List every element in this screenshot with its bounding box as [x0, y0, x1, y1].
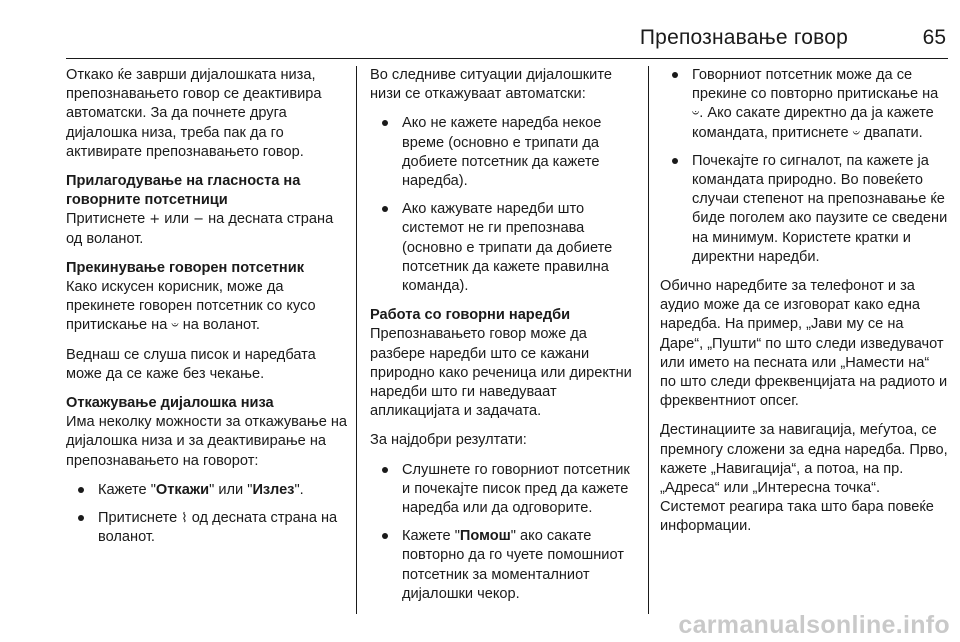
- list-item: Кажете "Откажи" или "Излез".: [66, 481, 348, 500]
- column-divider: [648, 66, 649, 614]
- voice-button-icon: 𝄑: [692, 106, 700, 122]
- list-item: Почекајте го сигналот, па кажете ја командата природно. Во повеќето случаи степенот на препознавање ќе биде поголем ако паузите се сведени на минимум. Користете кратки и директни наредби.: [660, 152, 948, 267]
- column-divider: [356, 66, 357, 614]
- section-heading: Работа со говорни наредби: [370, 307, 571, 324]
- header-divider: [66, 58, 948, 59]
- page-title: Препознавање говор: [639, 26, 848, 49]
- paragraph: Веднаш се слуша писок и наредбата може да се каже без чекање.: [66, 346, 316, 382]
- list-item: Слушнете го говорниот потсетник и почекајте писок пред да кажете наредба или да одговорите.: [370, 461, 640, 519]
- voice-button-icon: 𝄑: [852, 125, 860, 141]
- column-right: [660, 66, 948, 547]
- paragraph: Има неколку можности за откажување на дијалошка низа и за деактивирање на препознавањето на говорот:: [66, 414, 348, 469]
- voice-button-icon: 𝄑: [171, 318, 179, 334]
- paragraph: Притиснете + или − на десната страна од воланот.: [66, 211, 334, 247]
- bullet-list: [66, 481, 348, 548]
- bullet-list: [370, 461, 640, 604]
- paragraph: За најдобри резултати:: [370, 432, 527, 449]
- section-heading: Откажување дијалошка низа: [66, 395, 274, 412]
- list-item: Ако кажувате наредби што системот не ги препознава (основно е трипати да добиете потсетник да кажете правилна команда).: [370, 200, 640, 296]
- list-item: Притиснете ⌇ од десната страна на воланот.: [66, 509, 348, 547]
- hang-up-icon: ⌇: [181, 511, 188, 527]
- paragraph: Во следниве ситуации дијалошките низи се откажуваат автоматски:: [370, 67, 612, 103]
- bullet-list: [370, 114, 640, 296]
- page-header: [0, 0, 960, 60]
- paragraph: Како искусен корисник, може да прекинете говорен потсетник со кусо притискање на 𝄑 на воланот.: [66, 279, 316, 334]
- watermark: carmanualsonline.info: [678, 611, 950, 639]
- paragraph: Обично наредбите за телефонот и за аудио може да се изговорат како една наредба. На пример, „Јави му се на Даре“, „Пушти“ по што следи изведувачот или името на песната или „Намести на“ по што следи фреквенцијата на радиото и фреквентниот опсег.: [660, 278, 948, 410]
- paragraph: Дестинациите за навигација, меѓутоа, се премногу сложени за една наредба. Прво, кажете „Навигација“, а потоа, на пр. „Адреса“ или „Интересна точка“. Системот реагира така што бара повеќе информации.: [660, 422, 948, 535]
- column-middle: [370, 66, 640, 614]
- paragraph: Откако ќе заврши дијалошката низа, препознавањето говор се деактивира автоматски. За да почнете друга дијалошка низа, треба пак да го активирате препознавањето говор.: [66, 67, 322, 160]
- list-item: Ако не кажете наредба некое време (основно е трипати да добиете потсетник да кажете наредба).: [370, 114, 640, 191]
- column-left: [66, 66, 348, 557]
- minus-icon: −: [193, 212, 205, 228]
- section-heading: Прилагодување на гласноста на говорните потсетници: [66, 173, 301, 209]
- section-heading: Прекинување говорен потсетник: [66, 259, 305, 276]
- plus-icon: +: [149, 212, 161, 228]
- paragraph: Препознавањето говор може да разбере наредби што се кажани природно како реченица или директни наредби што ги наведуваат апликацијата и задачата.: [370, 326, 632, 420]
- list-item: Говорниот потсетник може да се прекине со повторно притискање на 𝄑. Ако сакате директно да ја кажете командата, притиснете 𝄑 двапати.: [660, 66, 948, 143]
- list-item: Кажете "Помош" ако сакате повторно да го чуете помошниот потсетник за моменталниот дијалошки чекор.: [370, 527, 640, 604]
- bullet-list: [660, 66, 948, 267]
- page-number: 65: [922, 26, 946, 49]
